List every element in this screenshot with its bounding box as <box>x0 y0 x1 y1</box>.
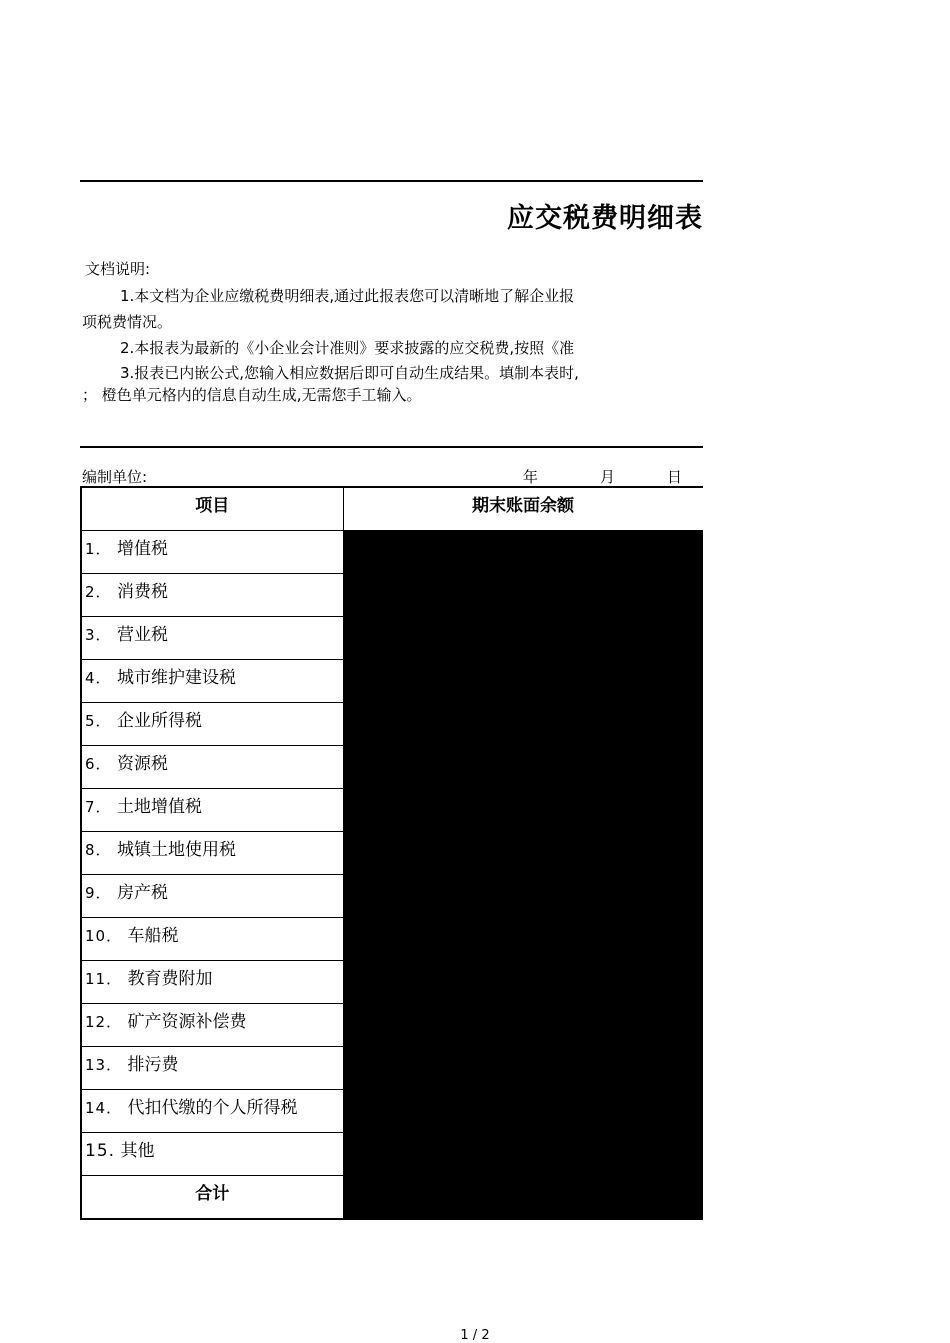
item-name: 车船税 <box>127 926 179 946</box>
table-row <box>81 746 703 789</box>
ending-balance-cell[interactable] <box>343 1004 703 1047</box>
item-name: 矿产资源补偿费 <box>127 1012 247 1032</box>
item-name: 消费税 <box>116 582 168 602</box>
preparer-unit-label: 编制单位: <box>82 468 148 486</box>
item-number: 10． <box>85 927 123 945</box>
item-number: 12． <box>85 1013 123 1031</box>
table-row <box>81 574 703 617</box>
table-row <box>81 1047 703 1090</box>
header-item: 项目 <box>81 487 343 531</box>
item-name: 教育费附加 <box>127 969 213 989</box>
table-row <box>81 703 703 746</box>
item-name: 增值税 <box>116 539 168 559</box>
item-number: 6． <box>85 755 112 773</box>
table-row <box>81 832 703 875</box>
description-line-3: 3.报表已内嵌公式,您输入相应数据后即可自动生成结果。填制本表时, <box>120 364 579 382</box>
item-cell[interactable] <box>81 1090 343 1133</box>
item-name: 排污费 <box>127 1055 179 1075</box>
table-header-row <box>81 487 703 531</box>
table-row <box>81 531 703 574</box>
page-title: 应交税费明细表 <box>507 203 703 234</box>
description-line-1: 1.本文档为企业应缴税费明细表,通过此报表您可以清晰地了解企业报 <box>120 287 575 305</box>
ending-balance-cell[interactable] <box>343 832 703 875</box>
top-rule <box>80 180 703 182</box>
ending-balance-cell[interactable] <box>343 875 703 918</box>
item-name: 城镇土地使用税 <box>116 840 236 860</box>
item-cell[interactable] <box>81 1133 343 1176</box>
description-line-2: 2.本报表为最新的《小企业会计准则》要求披露的应交税费,按照《准 <box>120 339 575 357</box>
table-row <box>81 660 703 703</box>
description-heading: 文档说明: <box>85 260 151 278</box>
item-cell[interactable] <box>81 961 343 1004</box>
table-row <box>81 875 703 918</box>
table-row <box>81 789 703 832</box>
table-row <box>81 1004 703 1047</box>
ending-balance-cell[interactable] <box>343 1090 703 1133</box>
item-number: 11． <box>85 970 123 988</box>
item-cell[interactable] <box>81 703 343 746</box>
item-number: 13． <box>85 1056 123 1074</box>
item-number: 9． <box>85 884 112 902</box>
item-name: 房产税 <box>116 883 168 903</box>
table-row <box>81 918 703 961</box>
ending-balance-cell[interactable] <box>343 746 703 789</box>
item-cell[interactable] <box>81 832 343 875</box>
item-name: 土地增值税 <box>116 797 202 817</box>
page-number: 1 / 2 <box>460 1328 490 1343</box>
item-cell[interactable] <box>81 875 343 918</box>
date-month-label: 月 <box>600 468 616 486</box>
item-name: 城市维护建设税 <box>116 668 236 688</box>
item-number: 7． <box>85 798 112 816</box>
item-number: 15. <box>85 1141 116 1161</box>
ending-balance-cell[interactable] <box>343 660 703 703</box>
tax-detail-table <box>80 486 703 1220</box>
description-line-1-cont: 项税费情况。 <box>82 313 173 331</box>
table-row <box>81 617 703 660</box>
header-ending-balance: 期末账面余额 <box>343 487 703 531</box>
table-row <box>81 1133 703 1176</box>
item-number: 14． <box>85 1099 123 1117</box>
item-number: 1． <box>85 540 112 558</box>
total-label: 合计 <box>81 1176 343 1220</box>
item-number: 5． <box>85 712 112 730</box>
item-number: 3． <box>85 626 112 644</box>
item-cell[interactable] <box>81 1004 343 1047</box>
date-year-label: 年 <box>523 468 539 486</box>
item-number: 4． <box>85 669 112 687</box>
item-number: 2． <box>85 583 112 601</box>
total-row <box>81 1176 703 1220</box>
item-cell[interactable] <box>81 918 343 961</box>
date-day-label: 日 <box>667 468 683 486</box>
ending-balance-cell[interactable] <box>343 961 703 1004</box>
spreadsheet-page <box>80 0 703 1343</box>
item-cell[interactable] <box>81 746 343 789</box>
item-cell[interactable] <box>81 660 343 703</box>
item-name: 资源税 <box>116 754 168 774</box>
item-name: 其他 <box>120 1141 155 1161</box>
description-line-3-cont: ； 橙色单元格内的信息自动生成,无需您手工输入。 <box>82 386 422 404</box>
ending-balance-cell[interactable] <box>343 574 703 617</box>
item-cell[interactable] <box>81 617 343 660</box>
item-cell[interactable] <box>81 531 343 574</box>
ending-balance-cell[interactable] <box>343 703 703 746</box>
item-name: 营业税 <box>116 625 168 645</box>
ending-balance-cell[interactable] <box>343 1047 703 1090</box>
item-name: 企业所得税 <box>116 711 202 731</box>
item-cell[interactable] <box>81 574 343 617</box>
table-row <box>81 1090 703 1133</box>
item-cell[interactable] <box>81 789 343 832</box>
middle-rule <box>80 446 703 448</box>
ending-balance-cell[interactable] <box>343 617 703 660</box>
total-balance-cell[interactable] <box>343 1176 703 1220</box>
ending-balance-cell[interactable] <box>343 1133 703 1176</box>
table-row <box>81 961 703 1004</box>
ending-balance-cell[interactable] <box>343 918 703 961</box>
item-cell[interactable] <box>81 1047 343 1090</box>
item-name: 代扣代缴的个人所得税 <box>127 1098 298 1118</box>
ending-balance-cell[interactable] <box>343 531 703 574</box>
ending-balance-cell[interactable] <box>343 789 703 832</box>
item-number: 8． <box>85 841 112 859</box>
